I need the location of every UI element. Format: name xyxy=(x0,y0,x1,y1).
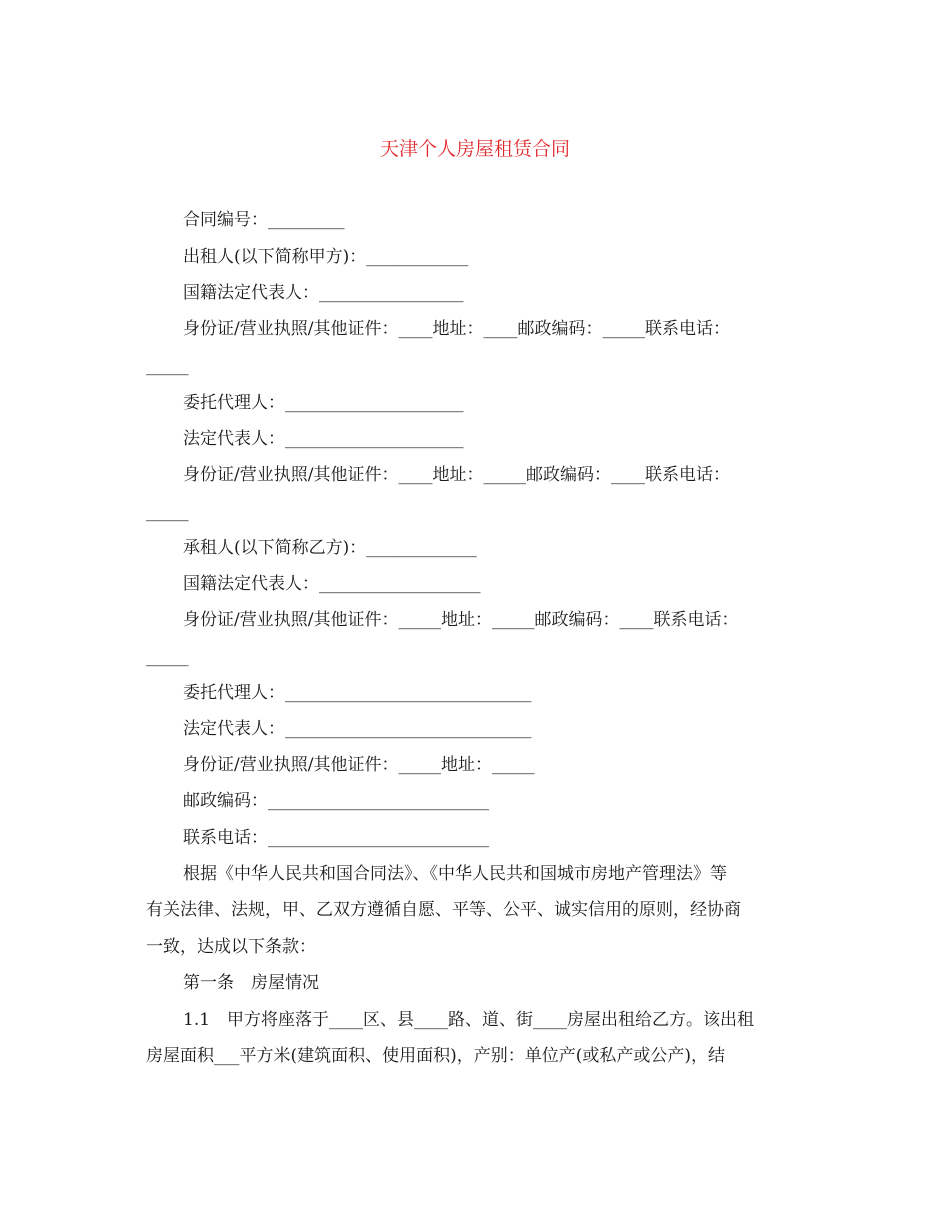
lessor-agent-phone-continuation: _____ xyxy=(146,502,189,522)
lessor-agent-id-address-line: 身份证/营业执照/其他证件：____地址：_____邮政编码：____联系电话： xyxy=(183,465,730,485)
lessor-agent-representative-line: 法定代表人：_____________________ xyxy=(183,429,464,449)
lessee-agent-phone-line: 联系电话：__________________________ xyxy=(183,828,489,848)
lessor-line: 出租人(以下简称甲方)：____________ xyxy=(183,247,469,267)
lessee-line: 承租人(以下简称乙方)：_____________ xyxy=(183,538,477,558)
lessor-nationality-representative-line: 国籍法定代表人：_________________ xyxy=(183,283,464,303)
article-1-heading: 第一条 房屋情况 xyxy=(183,973,319,993)
document-title: 天津个人房屋租赁合同 xyxy=(379,138,570,160)
lessee-phone-continuation: _____ xyxy=(146,647,189,667)
lessor-id-address-line: 身份证/营业执照/其他证件：____地址：____邮政编码：_____联系电话： xyxy=(183,319,730,339)
lessee-agent-representative-line: 法定代表人：_____________________________ xyxy=(183,719,532,739)
lessee-nationality-representative-line: 国籍法定代表人：___________________ xyxy=(183,574,481,594)
preamble-paragraph-line-2: 有关法律、法规，甲、乙双方遵循自愿、平等、公平、诚实信用的原则，经协商 xyxy=(146,900,741,920)
lessee-agent-line: 委托代理人：_____________________________ xyxy=(183,683,532,703)
lessor-agent-line: 委托代理人：_____________________ xyxy=(183,393,464,413)
contract-number-line: 合同编号：_________ xyxy=(183,210,345,230)
preamble-paragraph-line-3: 一致，达成以下条款： xyxy=(146,937,316,957)
lessee-agent-id-address-line: 身份证/营业执照/其他证件：_____地址：_____ xyxy=(183,755,535,775)
clause-1-1-line-1: 1.1 甲方将座落于____区、县____路、道、街____房屋出租给乙方。该出租 xyxy=(183,1010,755,1030)
lessee-id-address-line: 身份证/营业执照/其他证件：_____地址：_____邮政编码：____联系电话： xyxy=(183,610,739,630)
preamble-paragraph-line-1: 根据《中华人民共和国合同法》、《中华人民共和国城市房地产管理法》等 xyxy=(183,864,727,884)
clause-1-1-line-2: 房屋面积___平方米(建筑面积、使用面积)，产别：单位产(或私产或公产)，结 xyxy=(146,1046,726,1066)
lessor-phone-continuation: _____ xyxy=(146,356,189,376)
lessee-agent-postcode-line: 邮政编码：__________________________ xyxy=(183,791,489,811)
